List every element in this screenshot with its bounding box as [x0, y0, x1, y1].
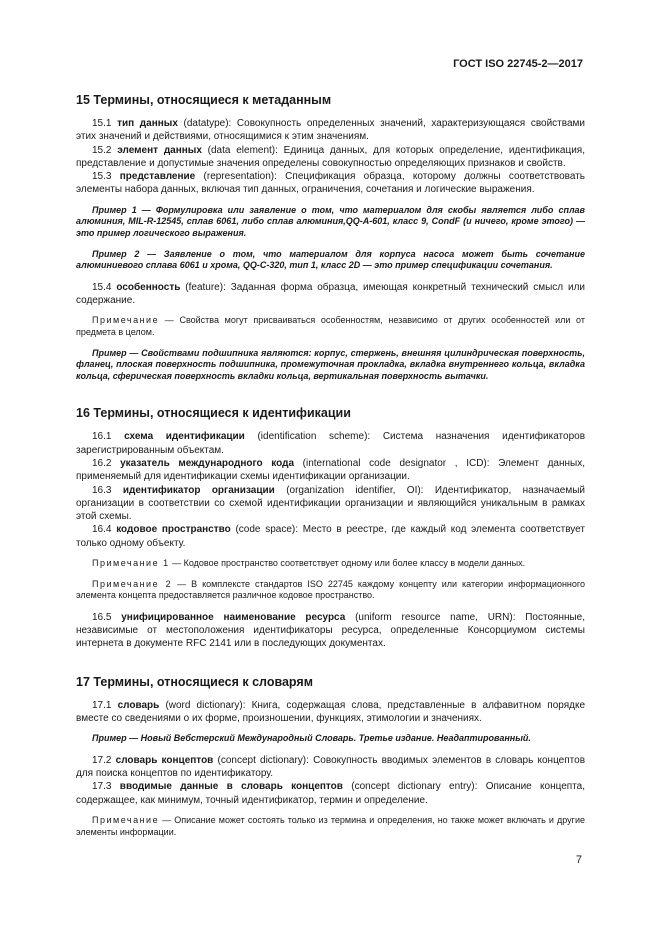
term-number: 15.2 [92, 144, 112, 156]
section-15-title: 15 Термины, относящиеся к метаданным [76, 93, 332, 107]
term-definition: (organization identifier, OI): Идентификатор, назначаемый организации в соответствии со схемой идентификации организации и являющийся уникальным в рамках этой схемы. [76, 484, 586, 523]
term-15-3 [76, 170, 585, 197]
example-1: Пример 1 — Формулировка или заявление о том, что материалом для скобы является либо сплав алюминия, MIL-R-12545, сплав 6061, либо сплав алюминия,QQ-A-601, класс 9, CondF (и ничего, кроме этого) — это пример логического выражения. [76, 204, 585, 238]
term-definition: (concept dictionary entry): Описание концепта, содержащее, как минимум, точный идентификатор, термин и определение. [76, 781, 585, 806]
term-number: 15.3 [92, 171, 112, 183]
term-16-3 [76, 484, 585, 524]
page-number: 7 [575, 854, 582, 866]
term-number: 15.4 [92, 281, 112, 293]
note-text: — Свойства могут присваиваться особенностям, независимо от других особенностей или от предмета в целом. [76, 315, 585, 337]
term-number: 17.1 [92, 699, 112, 711]
term-number: 15.1 [92, 118, 112, 129]
term-definition: (word dictionary): Книга, содержащая слова, представленные в алфавитном порядке вместе со сведениями о их форме, произношении, функциях, этимологии и значениях. [76, 699, 586, 724]
note-text: — Кодовое пространство соответствует одному или более классу в модели данных. [169, 557, 526, 568]
term-definition: (international code designator , ICD): Элемент данных, применяемый для идентификации схемы идентификации организации. [76, 457, 585, 483]
term-definition: (feature): Заданная форма образца, имеющая конкретный технический смысл или содержание. [76, 281, 585, 307]
term-15-1 [76, 117, 585, 144]
note-label: Примечание 2 [92, 578, 173, 589]
example-2: Пример 2 — Заявление о том, что материалом для корпуса насоса может быть сочетание алюминиевого сплава 6061 и хрома, QQ-C-320, тип 1, класс 2D — это пример спецификации сочетания. [76, 248, 585, 271]
section-16-title: 16 Термины, относящиеся к идентификации [76, 406, 351, 421]
section-17-title: 17 Термины, относящиеся к словарям [76, 674, 313, 689]
note [76, 315, 585, 338]
term-name: словарь концептов [115, 754, 214, 766]
example-bearing: Пример — Свойствами подшипника являются: корпус, стержень, внешняя цилиндрическая поверхность, фланец, плоская поверхность подшипника, промежуточная прокладка, вкладка внутреннего кольца, вкладка кольца, сферическая поверхность вкладки кольца, вертикальная поверхность вытачки. [76, 347, 585, 381]
term-17-3 [76, 780, 585, 807]
term-16-4 [76, 523, 585, 550]
term-definition: (representation): Спецификация образца, которому должны соответствовать элементы набора данных, включая тип данных, ограничения, сочетания и логические выражения. [76, 171, 585, 196]
term-name: особенность [116, 281, 181, 293]
section-15 [76, 93, 585, 382]
term-17-1 [76, 699, 585, 726]
term-name: указатель международного кода [120, 457, 295, 469]
term-definition: (identification scheme): Система назначения идентификаторов зарегистрированным объектам. [76, 431, 586, 456]
term-17-2 [76, 754, 585, 781]
note-label: Примечание 1 [92, 557, 170, 568]
term-name: представление [119, 171, 196, 183]
note-1 [76, 558, 585, 570]
term-number: 16.4 [92, 524, 112, 536]
term-16-2 [76, 457, 585, 484]
note-text: — В комплексте стандартов ISO 22745 каждому концепту или категории информационного элемента концепта предоставляется различное кодовое пространство. [76, 578, 585, 601]
term-16-1 [76, 430, 585, 457]
term-15-4 [76, 281, 585, 308]
term-definition: (code space): Место в реестре, где каждый код элемента соответствует только одному объекту. [76, 524, 585, 549]
term-number: 16.1 [92, 431, 112, 443]
page-content [76, 93, 585, 862]
note-text: — Описание может состоять только из термина и определения, но также может включать и другие элементы информации. [76, 815, 585, 837]
term-name: словарь [117, 699, 160, 711]
section-16 [76, 406, 585, 650]
term-name: элемент данных [117, 144, 202, 156]
term-15-2 [76, 144, 585, 171]
term-name: схема идентификации [124, 431, 245, 443]
term-number: 17.3 [92, 781, 112, 793]
note [76, 815, 585, 838]
note-2 [76, 579, 585, 602]
term-number: 17.2 [92, 754, 112, 766]
note-label: Примечание [92, 315, 160, 326]
term-number: 16.3 [92, 484, 112, 496]
term-name: унифицированное наименование ресурса [121, 611, 346, 623]
section-17 [76, 675, 585, 839]
term-definition: (datatype): Совокупность определенных значений, характеризующаяся свойствами этих значений и действиями, относящимися к этим значениям. [76, 118, 585, 143]
note-label: Примечание [92, 815, 160, 826]
term-16-5 [76, 611, 585, 651]
example-webster: Пример — Новый Вебстерский Международный Словарь. Третье издание. Неадаптированный. [92, 733, 531, 744]
term-definition: (concept dictionary): Совокупность вводимых элементов в словарь концептов для поиска концептов по идентификатору. [76, 754, 586, 780]
term-name: идентификатор организации [122, 484, 275, 496]
term-definition: (data element): Единица данных, для которых определение, идентификация, представление и допустимые значения определены совокупностью определяющих признаков и свойств. [76, 144, 585, 169]
standard-number: ГОСТ ISO 22745-2—2017 [453, 58, 583, 70]
term-number: 16.5 [92, 611, 112, 623]
term-name: вводимые данные в словарь концептов [119, 781, 343, 793]
term-number: 16.2 [92, 457, 112, 469]
term-name: кодовое пространство [116, 524, 231, 536]
term-name: тип данных [117, 118, 178, 129]
term-definition: (uniform resource name, URN): Постоянные, независимые от местоположения идентификаторы ресурса, определенные Консорциумом системы интернета в документе RFC 2141 или в последующих документах. [76, 611, 586, 650]
